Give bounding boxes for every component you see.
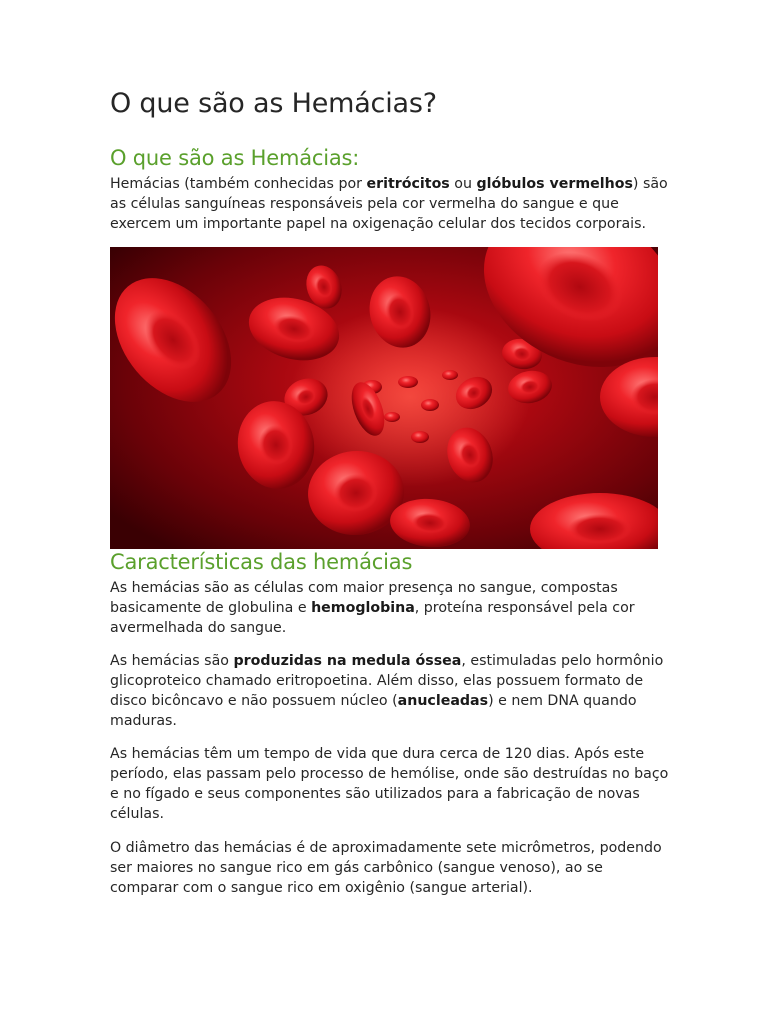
intro-paragraph bbox=[110, 174, 670, 234]
intro-bold-eritrocitos: eritrócitos bbox=[366, 176, 450, 192]
red-blood-cells-illustration-icon bbox=[110, 247, 658, 549]
p2-text-3: ) e nem DNA quando maduras. bbox=[110, 693, 637, 729]
p1-text-2: , proteína responsável pela cor avermelhada do sangue. bbox=[110, 600, 635, 636]
p2-text-1: As hemácias são bbox=[110, 653, 234, 669]
intro-bold-globulos: glóbulos vermelhos bbox=[476, 176, 633, 192]
intro-text-1: Hemácias (também conhecidas por bbox=[110, 176, 367, 192]
p1-text-1: As hemácias são as células com maior presença no sangue, compostas basicamente de globulina e bbox=[110, 580, 618, 616]
p2-bold-medula: produzidas na medula óssea bbox=[233, 653, 462, 669]
features-paragraph-3: As hemácias têm um tempo de vida que dura cerca de 120 dias. Após este período, elas passam pelo processo de hemólise, onde são destruídas no baço e no fígado e seus componentes são utilizados para a fabricação de novas células. bbox=[110, 746, 669, 822]
p2-text-2: , estimuladas pelo hormônio glicoproteico chamado eritropoetina. Além disso, elas possuem formato de disco bicôncavo e não possuem núcleo ( bbox=[110, 653, 664, 709]
features-paragraph-4: O diâmetro das hemácias é de aproximadamente sete micrômetros, podendo ser maiores no sangue rico em gás carbônico (sangue venoso), ao se comparar com o sangue rico em oxigênio (sangue arterial). bbox=[110, 840, 662, 896]
intro-text-3: ) são as células sanguíneas responsáveis pela cor vermelha do sangue e que exercem um importante papel na oxigenação celular dos tecidos corporais. bbox=[110, 176, 668, 232]
intro-text-2: ou bbox=[449, 176, 477, 192]
red-blood-cells-image bbox=[110, 247, 658, 549]
p2-bold-anucleadas: anucleadas bbox=[397, 693, 489, 709]
section-heading-features: Características das hemácias bbox=[110, 550, 413, 574]
p1-bold-hemoglobina: hemoglobina bbox=[311, 600, 415, 616]
features-paragraph-2 bbox=[110, 651, 670, 731]
features-paragraph-1 bbox=[110, 578, 670, 638]
section-heading-intro: O que são as Hemácias: bbox=[110, 146, 360, 170]
page-title: O que são as Hemácias? bbox=[110, 88, 437, 119]
